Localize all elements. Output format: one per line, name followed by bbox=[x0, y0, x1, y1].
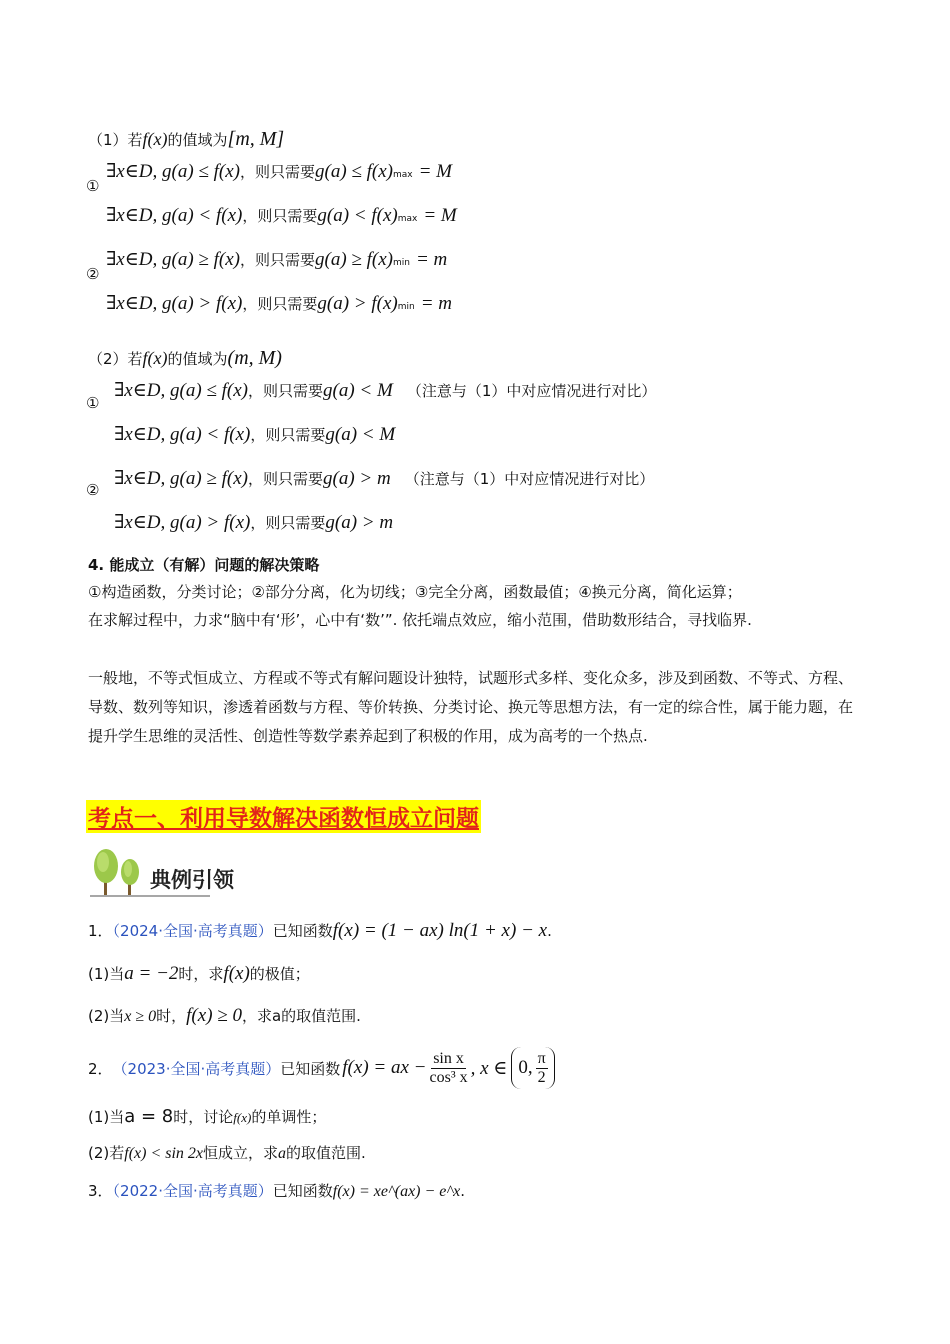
strategy-paragraph-2: 在求解过程中，力求“脑中有‘形’，心中有‘数’”. 依托端点效应，缩小范围，借助数形结合，寻找临界. bbox=[88, 611, 752, 629]
problem-1-part-2 bbox=[88, 1005, 361, 1027]
part-condition: a = 8 bbox=[124, 1106, 174, 1127]
row-connector: ，则只需要 bbox=[250, 426, 326, 444]
part-text: 时，求 bbox=[178, 965, 224, 983]
row-connector: ，则只需要 bbox=[242, 207, 318, 225]
row-condition: ∃x∈D, g(a) ≥ f(x) bbox=[114, 468, 248, 489]
part2-intro bbox=[88, 347, 282, 370]
row-note: （注意与（1）中对应情况进行对比） bbox=[404, 470, 655, 488]
row-tail: = M bbox=[423, 205, 457, 226]
banner-title: 典例引领 bbox=[150, 868, 234, 892]
formula-suffix: , x ∈ bbox=[470, 1057, 508, 1079]
problem-number: 2． bbox=[88, 1059, 113, 1078]
part1-intro bbox=[88, 128, 284, 151]
row-condition: ∃x∈D, g(a) > f(x) bbox=[114, 512, 251, 533]
part-condition: x ≥ 0 bbox=[124, 1008, 157, 1025]
problem-1 bbox=[88, 920, 552, 942]
strategy-paragraph-3: 一般地，不等式恒成立、方程或不等式有解问题设计独特，试题形式多样、变化众多，涉及到函数、不等式、方程、导数、数列等知识，渗透着函数与方程、等价转换、分类讨论、换元等思想方法，有一定的综合性，属于能力题，在提升学生思维的灵活性、创造性等数学素养起到了积极的作用，成为高考的一个热点. bbox=[88, 669, 854, 745]
problem-formula: f(x) = xe^(ax) − e^x bbox=[332, 1183, 461, 1200]
part1-row bbox=[106, 160, 452, 183]
problem-number: 1． bbox=[88, 922, 113, 940]
part2-circle-2: ② bbox=[86, 481, 100, 499]
problem-given: 已知函数 bbox=[272, 1182, 333, 1200]
interval-fraction bbox=[536, 1050, 548, 1087]
part-tail: 的极值； bbox=[249, 965, 310, 983]
row-note: （注意与（1）中对应情况进行对比） bbox=[406, 382, 657, 400]
part1-circle-2: ② bbox=[86, 265, 100, 283]
part-text: 时， bbox=[156, 1007, 187, 1025]
row-condition: ∃x∈D, g(a) < f(x) bbox=[106, 205, 243, 226]
problem-end: . bbox=[460, 1182, 466, 1200]
problem-source: （2024·全国·高考真题） bbox=[112, 922, 273, 940]
problem-source: （2022·全国·高考真题） bbox=[112, 1182, 273, 1200]
row-tail: = m bbox=[420, 293, 453, 314]
row-subscript: min bbox=[397, 302, 415, 312]
problem-number: 3． bbox=[88, 1182, 113, 1200]
row-connector: ，则只需要 bbox=[247, 470, 323, 488]
part1-intro-pre: （1）若 bbox=[88, 131, 143, 149]
problem-2-part-2 bbox=[88, 1142, 366, 1163]
interval-numerator: π bbox=[537, 1049, 546, 1067]
formula-prefix: f(x) = ax − bbox=[342, 1057, 427, 1078]
part1-intro-range: [m, M] bbox=[227, 128, 285, 150]
strategy-line1: ①构造函数，分类讨论；②部分分离，化为切线；③完全分离，函数最值；④换元分离，简化运算； bbox=[88, 583, 742, 601]
part2-row bbox=[114, 511, 393, 534]
part1-row bbox=[106, 204, 457, 227]
row-requirement: g(a) ≤ f(x) bbox=[315, 161, 393, 182]
part-tail: 的单调性； bbox=[251, 1108, 327, 1126]
row-requirement: g(a) < f(x) bbox=[317, 205, 398, 226]
problem-2 bbox=[88, 1044, 555, 1092]
strategy-heading: 4. 能成立（有解）问题的解决策略 bbox=[88, 556, 320, 574]
problem-end: . bbox=[547, 922, 552, 940]
section-title: 考点一、利用导数解决函数恒成立问题 bbox=[86, 800, 481, 833]
part-tail: ，求a的取值范围. bbox=[241, 1007, 361, 1025]
part2-row bbox=[114, 423, 395, 446]
part-condition: a = −2 bbox=[124, 963, 179, 984]
interval-denominator: 2 bbox=[537, 1068, 546, 1086]
part-label: (1)当 bbox=[88, 965, 125, 983]
part-text: 时，讨论 bbox=[173, 1108, 234, 1126]
row-subscript: max bbox=[397, 214, 418, 224]
row-requirement: g(a) < M bbox=[323, 380, 393, 401]
row-requirement: g(a) > m bbox=[323, 468, 391, 489]
part1-intro-fx: f(x) bbox=[142, 129, 168, 149]
row-connector: ，则只需要 bbox=[239, 251, 315, 269]
part1-circle-1: ① bbox=[86, 177, 100, 195]
row-tail: = M bbox=[418, 161, 452, 182]
part-expression: f(x) bbox=[233, 1110, 252, 1125]
part1-row bbox=[106, 248, 447, 271]
part-expression: f(x) bbox=[223, 963, 250, 984]
row-condition: ∃x∈D, g(a) < f(x) bbox=[114, 424, 251, 445]
part-expression: f(x) ≥ 0 bbox=[186, 1005, 242, 1026]
row-subscript: max bbox=[392, 170, 413, 180]
part-tail: 的取值范围. bbox=[286, 1144, 366, 1162]
row-requirement: g(a) > f(x) bbox=[317, 293, 398, 314]
problem-source: （2023·全国·高考真题） bbox=[112, 1059, 281, 1078]
row-subscript: min bbox=[392, 258, 410, 268]
row-requirement: g(a) < M bbox=[325, 424, 396, 445]
part2-intro-pre: （2）若 bbox=[88, 350, 143, 368]
row-connector: ，则只需要 bbox=[247, 382, 323, 400]
row-tail: = m bbox=[415, 249, 448, 270]
row-connector: ，则只需要 bbox=[250, 514, 326, 532]
part2-circle-1: ① bbox=[86, 394, 100, 412]
part2-row bbox=[114, 379, 656, 402]
part-expression: a bbox=[278, 1145, 287, 1162]
interval-left: 0, bbox=[518, 1057, 533, 1078]
part2-row bbox=[114, 467, 654, 490]
part1-intro-mid: 的值域为 bbox=[167, 131, 228, 149]
row-requirement: g(a) ≥ f(x) bbox=[315, 249, 393, 270]
part-label: (2)若 bbox=[88, 1144, 125, 1162]
part2-intro-mid: 的值域为 bbox=[167, 350, 228, 368]
part1-row bbox=[106, 292, 452, 315]
part-label: (2)当 bbox=[88, 1007, 125, 1025]
row-condition: ∃x∈D, g(a) > f(x) bbox=[106, 293, 243, 314]
part2-intro-fx: f(x) bbox=[142, 348, 168, 368]
part-condition: f(x) < sin 2x bbox=[124, 1145, 204, 1162]
problem-formula: f(x) = (1 − ax) ln(1 + x) − x bbox=[332, 920, 548, 941]
problem-2-part-1 bbox=[88, 1106, 326, 1127]
row-condition: ∃x∈D, g(a) ≤ f(x) bbox=[114, 380, 248, 401]
fraction bbox=[429, 1050, 467, 1087]
interval bbox=[511, 1047, 554, 1089]
row-condition: ∃x∈D, g(a) ≤ f(x) bbox=[106, 161, 240, 182]
problem-given: 已知函数 bbox=[272, 922, 333, 940]
part2-intro-range: (m, M) bbox=[227, 347, 282, 369]
problem-given: 已知函数 bbox=[280, 1059, 341, 1078]
row-requirement: g(a) > m bbox=[325, 512, 394, 533]
fraction-numerator: sin x bbox=[433, 1049, 464, 1067]
fraction-denominator: cos³ x bbox=[429, 1068, 468, 1086]
part-label: (1)当 bbox=[88, 1108, 125, 1126]
problem-1-part-1 bbox=[88, 963, 310, 985]
row-connector: ，则只需要 bbox=[239, 163, 315, 181]
row-condition: ∃x∈D, g(a) ≥ f(x) bbox=[106, 249, 240, 270]
row-connector: ，则只需要 bbox=[242, 295, 318, 313]
problem-3 bbox=[88, 1180, 465, 1201]
part-text: 恒成立，求 bbox=[203, 1144, 279, 1162]
